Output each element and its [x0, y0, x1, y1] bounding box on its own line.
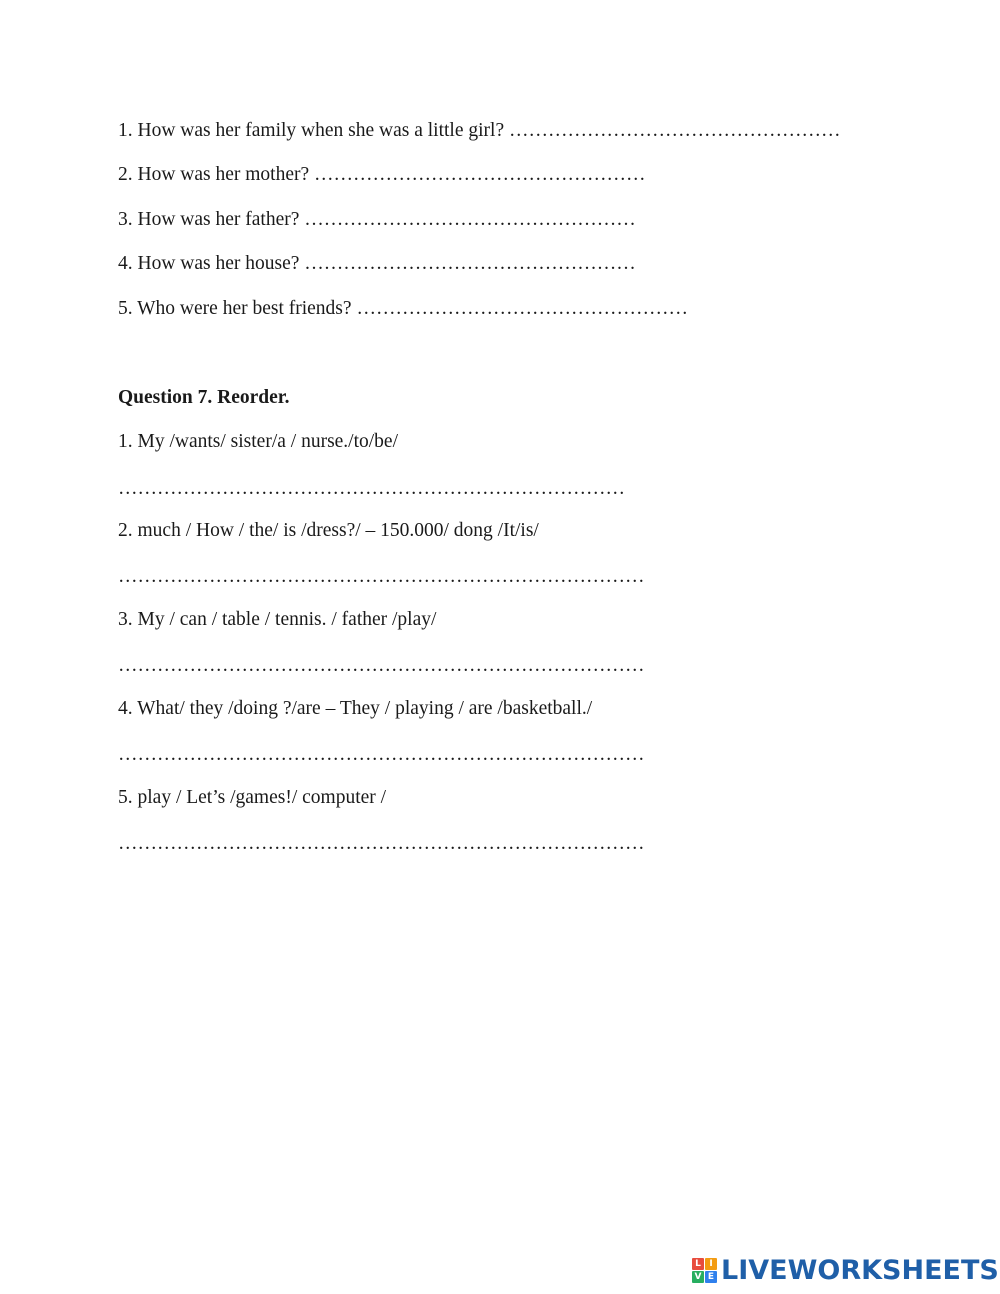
reorder-prompt-5: 5. play / Let’s /games!/ computer / — [118, 787, 387, 808]
logo-mark-v: V — [692, 1271, 704, 1283]
logo-mark-i: I — [705, 1258, 717, 1270]
logo-mark-e: E — [705, 1271, 717, 1283]
question-7-heading: Question 7. Reorder. — [118, 387, 290, 408]
reorder-prompt-1: 1. My /wants/ sister/a / nurse./to/be/ — [118, 431, 399, 452]
logo-text: LIVEWORKSHEETS — [721, 1254, 999, 1286]
logo-mark-l: L — [692, 1258, 704, 1270]
reorder-prompt-4: 4. What/ they /doing ?/are – They / playing / are /basketball./ — [118, 698, 593, 719]
comprehension-item-4 — [118, 252, 636, 276]
reorder-answer-4[interactable]: ……………………………………………………………………… — [118, 744, 645, 765]
reorder-prompt-2: 2. much / How / the/ is /dress?/ – 150.000/ dong /It/is/ — [118, 520, 539, 541]
reorder-answer-1[interactable]: …………………………………………………………………… — [118, 478, 625, 499]
answer-blank[interactable]: …………………………………………… — [356, 298, 688, 319]
question-text: 2. How was her mother? — [118, 164, 315, 185]
comprehension-item-2 — [118, 163, 646, 187]
comprehension-item-5 — [118, 297, 688, 321]
answer-blank[interactable]: …………………………………………… — [508, 120, 841, 141]
question-text: 4. How was her house? — [118, 253, 305, 274]
reorder-prompt-3: 3. My / can / table / tennis. / father /play/ — [118, 609, 437, 630]
answer-blank[interactable]: …………………………………………… — [304, 209, 636, 230]
logo-mark-icon — [692, 1258, 717, 1283]
reorder-answer-2[interactable]: ……………………………………………………………………… — [118, 566, 645, 587]
answer-blank[interactable]: …………………………………………… — [314, 164, 646, 185]
comprehension-item-3 — [118, 208, 636, 232]
liveworksheets-logo — [692, 1253, 999, 1287]
answer-blank[interactable]: …………………………………………… — [304, 253, 636, 274]
reorder-answer-3[interactable]: ……………………………………………………………………… — [118, 655, 645, 676]
question-text: 3. How was her father? — [118, 209, 305, 230]
comprehension-item-1 — [118, 119, 840, 143]
question-text: 5. Who were her best friends? — [118, 298, 357, 319]
question-text: 1. How was her family when she was a little girl? — [118, 120, 509, 141]
reorder-answer-5[interactable]: ……………………………………………………………………… — [118, 833, 645, 854]
